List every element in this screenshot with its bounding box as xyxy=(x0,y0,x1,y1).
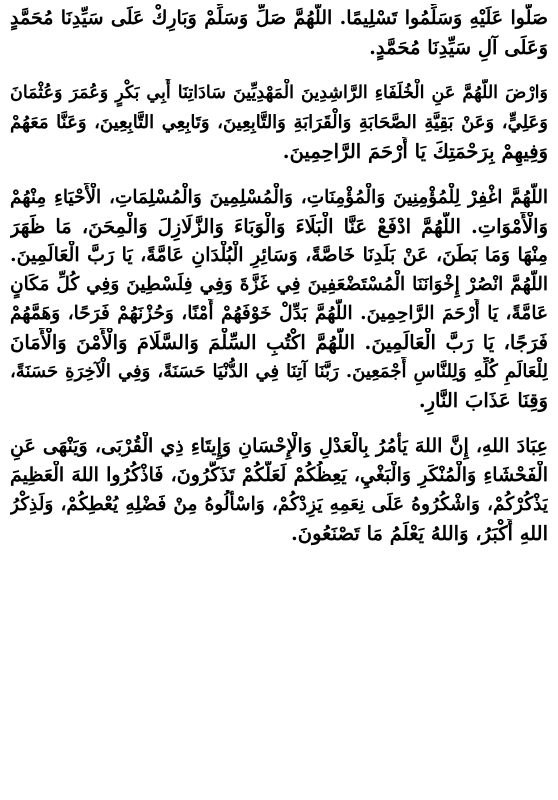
paragraph-supplication xyxy=(10,183,548,415)
paragraph-closing xyxy=(10,432,548,548)
text-line: وَارْضَ اللَّهُمَّ عَنِ الْخُلَفَاءِ الرَّاشِدِينَ الْمَهْدِيِّينَ سَادَاتِنَا أَبِي بَكْرٍ وَعُمَرَ وَعُثْمَانَ xyxy=(10,83,548,103)
text-line: عَامَّةً، يَا أَرْحَمَ الرَّاحِمِينَ. اللَّهُمَّ بَدِّلْ خَوْفَهُمْ أَمْنًا، وَحُزْنَهُمْ فَرَحًا، وَهَمَّهُمْ xyxy=(10,303,548,324)
text-line: لِلْعَالَمِ كُلِّهِ وَلِلنَّاسِ أَجْمَعِينَ. رَبَّنَا آتِنَا فِي الدُّنْيَا حَسَنَةً، وَفِي الْآخِرَةِ حَسَنَةً، xyxy=(10,361,548,382)
text-line: فَرَجًا، يَا رَبَّ الْعَالَمِينَ. اللَّهُمَّ اكْتُبِ السِّلْمَ وَالسَّلَامَ وَالْأَمْنَ وَالْأَمَانَ xyxy=(10,331,548,354)
text-line: وَعَلِيٍّ، وَعَنْ بَقِيَّةِ الصَّحَابَةِ وَالْقَرَابَةِ وَالتَّابِعِينَ، وَتَابِعِي التَّابِعِينَ، وَعَنَّا مَعَهُمْ xyxy=(10,112,548,133)
text-line: الْفَحْشَاءِ وَالْمُنْكَرِ وَالْبَغْيِ، يَعِظُكُمْ لَعَلَّكُمْ تَذَكَّرُونَ، فَاذْكُرُوا اللهَ الْعَظِيمَ xyxy=(10,464,548,486)
text-line: عِبَادَ اللهِ، إِنَّ اللهَ يَأْمُرُ بِالْعَدْلِ وَالْإِحْسَانِ وَإِيتَاءِ ذِي الْقُرْبَى، وَيَنْهَى عَنِ xyxy=(10,435,548,457)
text-line: اللَّهُمَّ انْصُرْ إِخْوَانَنَا الْمُسْتَضْعَفِينَ فِي غَزَّةَ وَفِي فِلَسْطِينَ وَفِي كُلِّ مَكَانٍ xyxy=(10,274,548,295)
text-line: صَلُّوا عَلَيْهِ وَسَلِّمُوا تَسْلِيمًا. اللَّهُمَّ صَلِّ وَسَلِّمْ وَبَارِكْ عَلَى سَيِّدِنَا مُحَمَّدٍ xyxy=(10,7,548,29)
paragraph-salawat xyxy=(10,4,548,62)
text-line: وَالْأَمْوَاتِ. اللَّهُمَّ ادْفَعْ عَنَّا الْبَلَاءَ وَالْوَبَاءَ وَالزَّلَازِلَ وَالْمِحَنَ، مَا ظَهَرَ xyxy=(10,215,548,238)
text-line: وَعَلَى آلِ سَيِّدِنَا مُحَمَّدٍ. xyxy=(369,36,548,59)
text-line: مِنْهَا وَمَا بَطَنَ، عَنْ بَلَدِنَا خَاصَّةً، وَسَائِرِ الْبُلْدَانِ عَامَّةً، يَا رَبَّ الْعَالَمِينَ. xyxy=(10,244,548,266)
text-line: اللهِ أَكْبَرُ، وَاللهُ يَعْلَمُ مَا تَصْنَعُونَ. xyxy=(290,522,548,545)
paragraph-spacer xyxy=(10,415,548,432)
text-line: وَفِيهِمْ بِرَحْمَتِكَ يَا أَرْحَمَ الرَّاحِمِينَ. xyxy=(282,140,548,163)
paragraph-spacer xyxy=(10,62,548,79)
paragraph-companions xyxy=(10,79,548,166)
paragraph-spacer xyxy=(10,166,548,183)
text-line: يَذْكُرْكُمْ، وَاشْكُرُوهُ عَلَى نِعَمِهِ يَزِدْكُمْ، وَاسْأَلُوهُ مِنْ فَضْلِهِ يُعْطِكُمْ، وَلَذِكْرُ xyxy=(10,494,548,515)
text-line: وَقِنَا عَذَابَ النَّارِ. xyxy=(418,389,548,412)
text-line: اللَّهُمَّ اغْفِرْ لِلْمُؤْمِنِينَ وَالْمُؤْمِنَاتِ، وَالْمُسْلِمِينَ وَالْمُسْلِمَاتِ، الْأَحْيَاءِ مِنْهُمْ xyxy=(10,187,548,208)
